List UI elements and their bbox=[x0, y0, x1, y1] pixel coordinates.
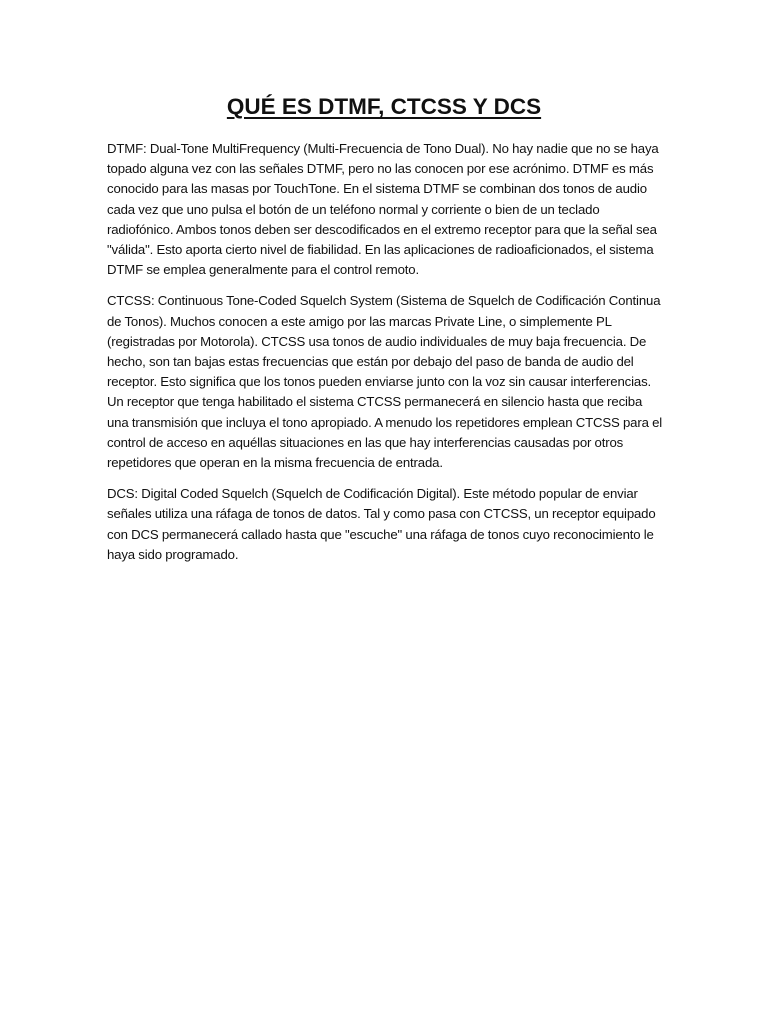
paragraph-ctcss: CTCSS: Continuous Tone-Coded Squelch System (Sistema de Squelch de Codificación Continua de Tonos). Muchos conocen a este amigo por las marcas Private Line, o simplemente PL (registradas por Motorola). CTCSS usa tonos de audio individuales de muy baja frecuencia. De hecho, son tan bajas estas frecuencias que están por debajo del paso de banda de audio del receptor. Esto significa que los tonos pueden enviarse junto con la voz sin causar interferencias. Un receptor que tenga habilitado el sistema CTCSS permanecerá en silencio hasta que reciba una transmisión que incluya el tono apropiado. A menudo los repetidores emplean CTCSS para el control de acceso en aquéllas situaciones en las que hay interferencias causadas por otros repetidores que operan en la misma frecuencia de entrada. bbox=[107, 293, 663, 471]
document-title: QUÉ ES DTMF, CTCSS Y DCS bbox=[226, 94, 542, 119]
paragraph-dcs: DCS: Digital Coded Squelch (Squelch de Codificación Digital). Este método popular de enviar señales utiliza una ráfaga de tonos de datos. Tal y como pasa con CTCSS, un receptor equipado con DCS permanecerá callado hasta que "escuche" una ráfaga de tonos cuyo reconocimiento le haya sido programado. bbox=[107, 486, 656, 562]
paragraph-dtmf: DTMF: Dual-Tone MultiFrequency (Multi-Frecuencia de Tono Dual). No hay nadie que no se haya topado alguna vez con las señales DTMF, pero no las conocen por ese acrónimo. DTMF es más conocido para las masas por TouchTone. En el sistema DTMF se combinan dos tonos de audio cada vez que uno pulsa el botón de un teléfono normal y corriente o bien de un teclado radiofónico. Ambos tonos deben ser descodificados en el extremo receptor para que la señal sea "válida". Esto aporta cierto nivel de fiabilidad. En las aplicaciones de radioaficionados, el sistema DTMF se emplea generalmente para el control remoto. bbox=[107, 141, 659, 278]
document-body bbox=[107, 139, 667, 576]
